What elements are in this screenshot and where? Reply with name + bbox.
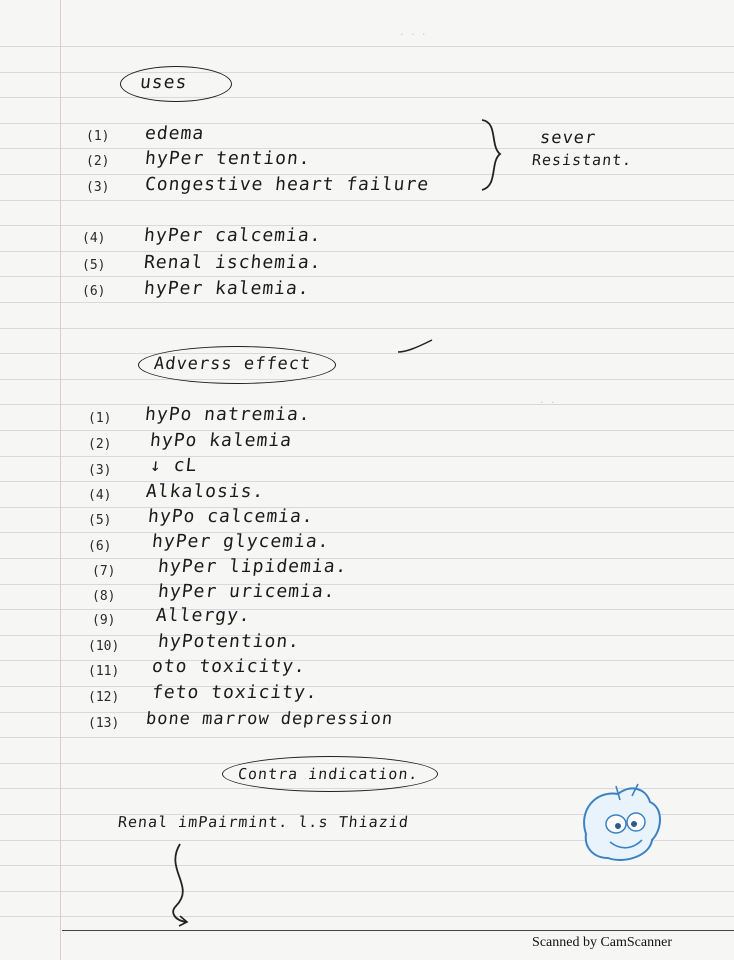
contra-heading: Contra indication. [237,765,420,783]
adverse-item-number: (3) [88,463,112,478]
adverse-item-number: (10) [88,639,120,654]
adverse-item: Alkalosis. [144,481,266,502]
ruled-line [0,609,734,610]
ruled-line [0,916,734,917]
adverse-item-number: (6) [88,539,112,554]
adverse-item-number: (5) [88,513,112,528]
ruled-line [0,302,734,303]
uses-item-number: (4) [82,231,106,246]
curved-arrow-mark [150,840,220,930]
ruled-line [0,456,734,457]
uses-item: Congestive heart failure [143,174,431,195]
ruled-line [0,353,734,354]
ruled-line [0,379,734,380]
uses-item: hyPer calcemia. [142,225,323,246]
ruled-line [0,532,734,533]
uses-item: hyPer kalemia. [142,278,311,299]
adverse-heading: Adverss effect [152,354,313,374]
ruled-line [0,72,734,73]
adverse-item: oto toxicity. [150,656,308,677]
adverse-item: feto toxicity. [150,682,319,703]
uses-item: hyPer tention. [143,148,312,169]
bleed-through-mark: · · [540,396,557,409]
ruled-line [0,686,734,687]
ruled-line [0,123,734,124]
ruled-line [0,481,734,482]
adverse-item-number: (12) [88,690,120,705]
adverse-item: hyPer glycemia. [150,531,331,552]
adverse-item: bone marrow depression [144,709,395,729]
side-note-line: sever [538,128,598,148]
adverse-item-number: (7) [92,564,116,579]
side-note-line: Resistant. [531,151,634,169]
adverse-item: hyPotention. [156,631,302,652]
uses-item: Renal ischemia. [142,252,323,273]
ruled-line [0,891,734,892]
ruled-line [0,660,734,661]
ruled-line [0,328,734,329]
ruled-line [0,737,734,738]
adverse-item: hyPer uricemia. [156,581,337,602]
adverse-item-number: (8) [92,589,116,604]
ruled-line [0,225,734,226]
cartoon-doodle-icon [572,780,668,870]
ruled-line [0,97,734,98]
ruled-line [0,200,734,201]
contra-line: Renal imPairmint. l.s Thiazid [117,813,410,831]
ruled-line [0,507,734,508]
adverse-item: ↓ cL [148,455,199,476]
adverse-item: hyPo kalemia [148,430,294,451]
uses-heading: uses [138,72,189,93]
adverse-item: Allergy. [154,605,252,626]
uses-item-number: (5) [82,258,106,273]
ruled-line [0,46,734,47]
uses-item-number: (1) [86,129,110,144]
ruled-line [0,148,734,149]
adverse-item-number: (13) [88,716,120,731]
ruled-line [0,404,734,405]
scanner-watermark: Scanned by CamScanner [532,935,672,950]
adverse-item: hyPer lipidemia. [156,556,349,577]
check-mark [396,338,436,358]
left-margin-line [60,0,61,960]
ruled-line [0,584,734,585]
adverse-item-number: (1) [88,411,112,426]
footer-rule [62,930,734,931]
adverse-item-number: (4) [88,488,112,503]
uses-item-number: (6) [82,284,106,299]
uses-item: edema [143,123,206,144]
ruled-line [0,251,734,252]
adverse-item-number: (9) [92,613,116,628]
bleed-through-mark: · · · [400,28,428,41]
adverse-item-number: (2) [88,437,112,452]
ruled-line [0,430,734,431]
ruled-line [0,276,734,277]
uses-item-number: (2) [86,154,110,169]
ruled-line [0,635,734,636]
uses-item-number: (3) [86,180,110,195]
adverse-item: hyPo calcemia. [146,506,315,527]
adverse-item: hyPo natremia. [143,404,312,425]
ruled-line [0,558,734,559]
adverse-item-number: (11) [88,664,120,679]
brace-mark [476,116,516,194]
